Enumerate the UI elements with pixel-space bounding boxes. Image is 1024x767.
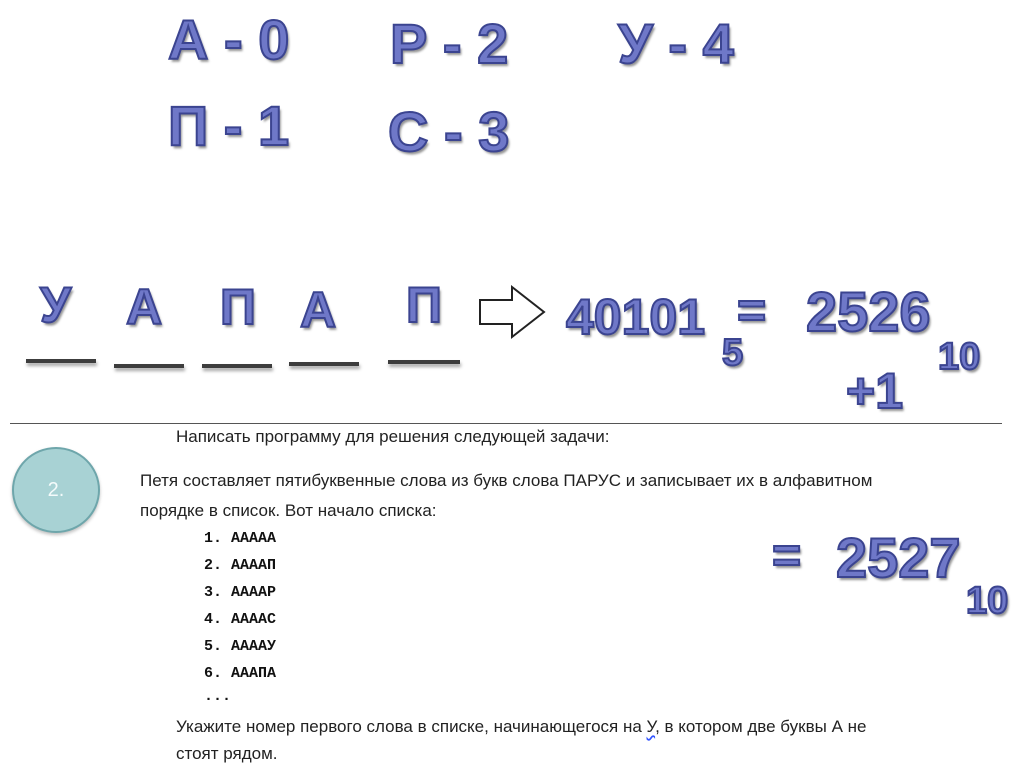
result-subscript: 10 bbox=[966, 580, 1009, 622]
mapping-r: Р - 2 bbox=[390, 12, 509, 75]
question-letter: У bbox=[646, 717, 656, 736]
result-number: 2527 bbox=[836, 526, 961, 589]
base5-subscript: 5 bbox=[722, 332, 744, 374]
list-item: 3. ААААР bbox=[204, 584, 277, 601]
list-ellipsis: ... bbox=[204, 688, 232, 705]
arrow-right-icon bbox=[478, 285, 548, 340]
task-number-badge: 2. bbox=[12, 447, 100, 533]
task-text-line1: Петя составляет пятибуквенные слова из букв слова ПАРУС и записывает их в алфавитном bbox=[140, 471, 873, 490]
word-letter-4: А bbox=[300, 282, 337, 338]
letter-underline-4 bbox=[289, 362, 359, 366]
letter-underline-5 bbox=[388, 360, 460, 364]
equals-sign: = bbox=[737, 282, 767, 338]
question-text-after: , в котором две буквы А не bbox=[655, 717, 867, 736]
word-letter-2: А bbox=[126, 279, 163, 335]
letter-underline-3 bbox=[202, 364, 272, 368]
list-item: 2. ААААП bbox=[204, 557, 277, 574]
letter-underline-1 bbox=[26, 359, 96, 363]
list-item: 1. ААААА bbox=[204, 530, 277, 547]
base5-number: 40101 bbox=[566, 289, 706, 345]
task-heading: Написать программу для решения следующей задачи: bbox=[176, 427, 610, 446]
divider bbox=[10, 423, 1002, 424]
list-item: 6. АААПА bbox=[204, 665, 277, 682]
task-question-line1 bbox=[176, 717, 866, 737]
word-letter-1: У bbox=[40, 277, 72, 333]
decimal-subscript: 10 bbox=[938, 336, 981, 378]
plus-one: +1 bbox=[846, 363, 904, 419]
list-item: 5. ААААУ bbox=[204, 638, 277, 655]
decimal-number: 2526 bbox=[806, 280, 931, 343]
word-letter-3: П bbox=[220, 279, 256, 335]
question-text-before: Укажите номер первого слова в списке, начинающегося на bbox=[176, 717, 647, 736]
word-letter-5: П bbox=[406, 277, 442, 333]
mapping-u: У - 4 bbox=[618, 12, 734, 75]
task-text-line2: порядке в список. Вот начало списка: bbox=[140, 501, 437, 520]
result-equals-sign: = bbox=[772, 527, 802, 583]
mapping-s: С - 3 bbox=[388, 100, 510, 163]
mapping-a: А - 0 bbox=[168, 8, 290, 71]
list-item: 4. ААААС bbox=[204, 611, 277, 628]
task-question-line2: стоят рядом. bbox=[176, 744, 278, 763]
letter-underline-2 bbox=[114, 364, 184, 368]
mapping-p: П - 1 bbox=[168, 94, 290, 157]
